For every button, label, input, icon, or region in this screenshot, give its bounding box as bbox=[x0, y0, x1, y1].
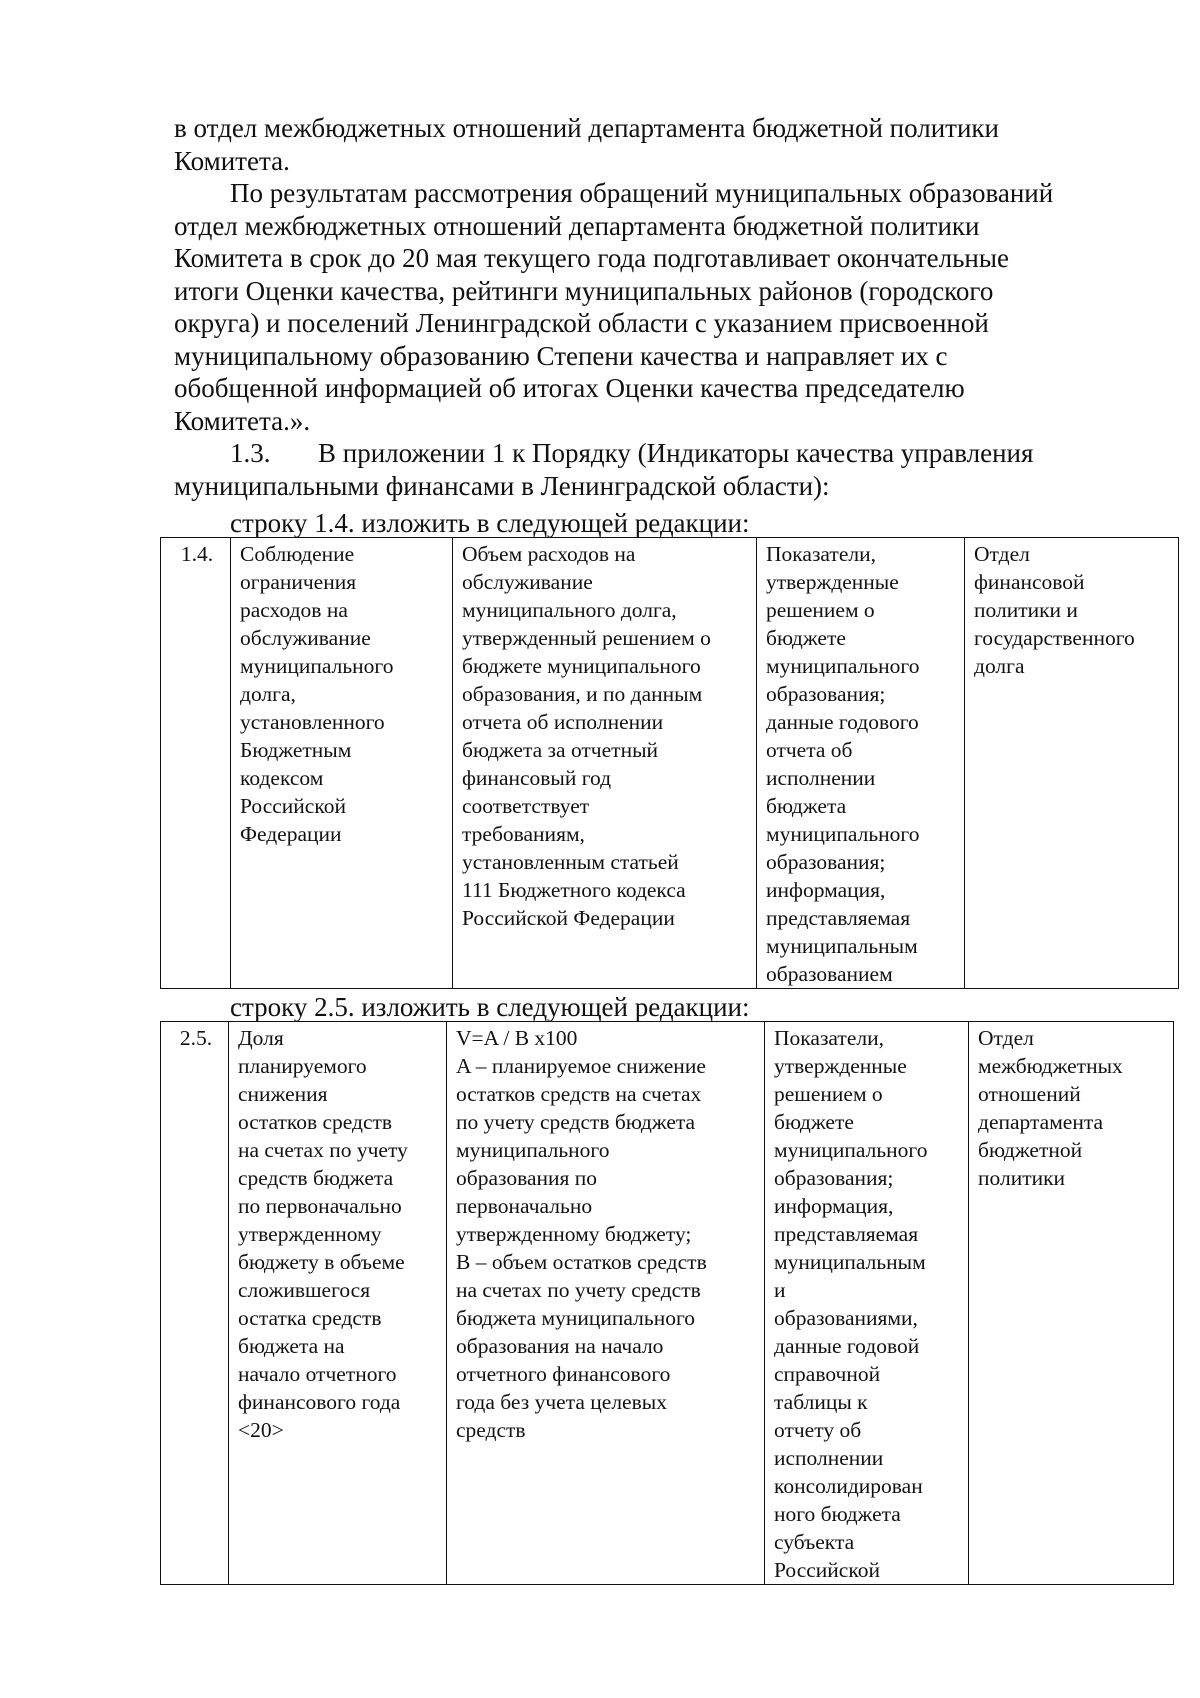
cell-text-line: утвержденные bbox=[774, 1054, 907, 1078]
cell-text-line: <20> bbox=[238, 1418, 284, 1442]
cell-formula bbox=[447, 1022, 765, 1585]
cell-text-line: бюджета за отчетный bbox=[462, 738, 659, 762]
paragraph-line: Комитета. bbox=[174, 145, 290, 176]
cell-text-line: отношений bbox=[978, 1082, 1081, 1106]
cell-text-line: Показатели, bbox=[766, 542, 876, 566]
cell-text-line: начало отчетного bbox=[238, 1362, 397, 1386]
paragraph-results bbox=[174, 177, 1132, 437]
cell-text-line: снижения bbox=[238, 1082, 328, 1106]
cell-text-line: представляемая bbox=[766, 906, 911, 930]
cell-text-line: финансовый год bbox=[462, 766, 612, 790]
cell-text-line: Российской bbox=[774, 1558, 880, 1582]
cell-text-line: Объем расходов на bbox=[462, 542, 636, 566]
cell-text-line: долга, bbox=[240, 682, 296, 706]
indicator-table-1-4 bbox=[160, 537, 1179, 989]
cell-text-line: муниципального bbox=[766, 654, 920, 678]
cell-text-line: бюджете bbox=[774, 1110, 854, 1134]
cell-text-line: установленного bbox=[240, 710, 385, 734]
cell-text-line: отчетного финансового bbox=[456, 1362, 671, 1386]
cell-text-line: образования; bbox=[766, 850, 886, 874]
paragraph-line: муниципальными финансами в Ленинградской области): bbox=[174, 470, 830, 501]
cell-text-line: Отдел bbox=[974, 542, 1030, 566]
row-number: 1.4. bbox=[180, 542, 214, 566]
cell-text-line: требованиям, bbox=[462, 822, 585, 846]
cell-text-line: бюджете муниципального bbox=[462, 654, 701, 678]
cell-text-line: муниципального bbox=[766, 822, 920, 846]
cell-text-line: бюджете bbox=[766, 626, 846, 650]
cell-text-line: Показатели, bbox=[774, 1026, 884, 1050]
cell-text-line: первоначально bbox=[456, 1194, 593, 1218]
cell-data-source bbox=[757, 538, 965, 989]
cell-text-line: средств bbox=[456, 1418, 526, 1442]
cell-number bbox=[161, 1022, 229, 1585]
cell-text-line: Бюджетным bbox=[240, 738, 352, 762]
paragraph-line: В приложении 1 к Порядку (Индикаторы качества управления bbox=[318, 438, 1034, 468]
cell-text-line: образования по bbox=[456, 1166, 598, 1190]
cell-text-line: утвержденный решением о bbox=[462, 626, 711, 650]
cell-text-line: по учету средств бюджета bbox=[456, 1110, 696, 1134]
cell-text-line: утвержденному bbox=[238, 1222, 382, 1246]
cell-text-line: муниципальным bbox=[766, 934, 918, 958]
cell-text-line: таблицы к bbox=[774, 1390, 868, 1414]
cell-text-line: остатков средств на счетах bbox=[456, 1082, 702, 1106]
cell-text-line: соответствует bbox=[462, 794, 590, 818]
cell-text-line: 111 Бюджетного кодекса bbox=[462, 878, 686, 902]
cell-text-line: образования, и по данным bbox=[462, 682, 703, 706]
cell-text-line: образования; bbox=[766, 682, 886, 706]
paragraph-line: округа) и поселений Ленинградской области с указанием присвоенной bbox=[174, 308, 989, 338]
cell-text-line: муниципального bbox=[774, 1138, 928, 1162]
cell-text-line: муниципальным bbox=[774, 1250, 926, 1274]
cell-text-line: решением о bbox=[774, 1082, 883, 1106]
cell-number bbox=[161, 538, 231, 989]
paragraph-number: 1.3. bbox=[230, 438, 271, 468]
cell-text-line: межбюджетных bbox=[978, 1054, 1123, 1078]
cell-text-line: утвержденному бюджету; bbox=[456, 1222, 692, 1246]
paragraph-line: обобщенной информацией об итогах Оценки качества председателю bbox=[174, 373, 965, 403]
cell-text-line: кодексом bbox=[240, 766, 324, 790]
cell-indicator-name bbox=[231, 538, 453, 989]
cell-text-line: установленным статьей bbox=[462, 850, 679, 874]
paragraph-line: отдел межбюджетных отношений департамента бюджетной политики bbox=[174, 210, 980, 241]
cell-indicator-name bbox=[229, 1022, 447, 1585]
cell-text-line: исполнении bbox=[774, 1446, 884, 1470]
cell-text-line: отчета об bbox=[766, 738, 853, 762]
cell-text-line: муниципального bbox=[456, 1138, 610, 1162]
cell-text-line: справочной bbox=[774, 1362, 881, 1386]
cell-text-line: Российской Федерации bbox=[462, 906, 675, 930]
cell-text-line: B – объем остатков средств bbox=[456, 1250, 707, 1274]
cell-text-line: долга bbox=[974, 654, 1025, 678]
cell-text-line: на счетах по учету средств bbox=[456, 1278, 701, 1302]
cell-text-line: утвержденные bbox=[766, 570, 899, 594]
paragraph-line: итоги Оценки качества, рейтинги муниципальных районов (городского bbox=[174, 275, 994, 306]
cell-text-line: расходов на bbox=[240, 598, 348, 622]
cell-text-line: финансовой bbox=[974, 570, 1085, 594]
cell-text-line: муниципального долга, bbox=[462, 598, 677, 622]
paragraph-line: муниципальному образованию Степени качества и направляет их с bbox=[174, 340, 948, 371]
cell-text-line: бюджета bbox=[766, 794, 847, 818]
cell-text-line: департамента bbox=[978, 1110, 1104, 1134]
cell-formula bbox=[453, 538, 757, 989]
cell-text-line: консолидирован bbox=[774, 1474, 923, 1498]
cell-text-line: муниципального bbox=[240, 654, 394, 678]
cell-text-line: образованиями, bbox=[774, 1306, 918, 1330]
cell-text-line: политики и bbox=[974, 598, 1078, 622]
caption-row-2-5: строку 2.5. изложить в следующей редакции: bbox=[230, 992, 750, 1022]
cell-text-line: остатков средств bbox=[238, 1110, 393, 1134]
cell-text-line: ограничения bbox=[240, 570, 357, 594]
cell-text-line: информация, bbox=[774, 1194, 894, 1218]
cell-text-line: образованием bbox=[766, 962, 893, 986]
cell-text-line: бюджета муниципального bbox=[456, 1306, 695, 1330]
cell-text-line: V=A / B x100 bbox=[456, 1026, 578, 1050]
cell-text-line: бюджета на bbox=[238, 1334, 345, 1358]
cell-text-line: отчета об исполнении bbox=[462, 710, 664, 734]
cell-text-line: политики bbox=[978, 1166, 1066, 1190]
cell-text-line: данные годового bbox=[766, 710, 919, 734]
cell-text-line: Отдел bbox=[978, 1026, 1034, 1050]
table-row bbox=[161, 1022, 1174, 1585]
cell-responsible bbox=[965, 538, 1179, 989]
cell-text-line: бюджету в объеме bbox=[238, 1250, 405, 1274]
cell-text-line: образования на начало bbox=[456, 1334, 664, 1358]
paragraph-intro bbox=[174, 112, 1132, 177]
cell-text-line: информация, bbox=[766, 878, 886, 902]
paragraph-line: По результатам рассмотрения обращений муниципальных образований bbox=[230, 178, 1054, 208]
cell-text-line: обслуживание bbox=[462, 570, 593, 594]
cell-text-line: остатка средств bbox=[238, 1306, 382, 1330]
cell-text-line: и bbox=[774, 1278, 786, 1302]
cell-text-line: Российской bbox=[240, 794, 346, 818]
paragraph-line: Комитета.». bbox=[174, 405, 311, 436]
cell-text-line: финансового года bbox=[238, 1390, 401, 1414]
cell-text-line: Доля bbox=[238, 1026, 284, 1050]
indicator-table-2-5 bbox=[160, 1021, 1174, 1585]
cell-text-line: года без учета целевых bbox=[456, 1390, 667, 1414]
cell-text-line: государственного bbox=[974, 626, 1135, 650]
cell-text-line: обслуживание bbox=[240, 626, 371, 650]
cell-text-line: ного бюджета bbox=[774, 1502, 901, 1526]
paragraph-item-1-3 bbox=[174, 437, 1132, 502]
cell-text-line: по первоначально bbox=[238, 1194, 402, 1218]
cell-text-line: на счетах по учету bbox=[238, 1138, 408, 1162]
cell-text-line: планируемого bbox=[238, 1054, 367, 1078]
cell-text-line: A – планируемое снижение bbox=[456, 1054, 706, 1078]
row-number: 2.5. bbox=[179, 1026, 213, 1050]
cell-text-line: Соблюдение bbox=[240, 542, 355, 566]
cell-responsible bbox=[969, 1022, 1174, 1585]
cell-text-line: образования; bbox=[774, 1166, 894, 1190]
cell-text-line: отчету об bbox=[774, 1418, 862, 1442]
cell-data-source bbox=[765, 1022, 969, 1585]
cell-text-line: Федерации bbox=[240, 822, 342, 846]
cell-text-line: субъекта bbox=[774, 1530, 855, 1554]
cell-text-line: решением о bbox=[766, 598, 875, 622]
paragraph-line: в отдел межбюджетных отношений департамента бюджетной политики bbox=[174, 113, 999, 143]
paragraph-line: Комитета в срок до 20 мая текущего года подготавливает окончательные bbox=[174, 243, 1010, 273]
cell-text-line: данные годовой bbox=[774, 1334, 920, 1358]
cell-text-line: сложившегося bbox=[238, 1278, 371, 1302]
caption-row-1-4: строку 1.4. изложить в следующей редакции: bbox=[230, 508, 750, 538]
cell-text-line: исполнении bbox=[766, 766, 876, 790]
cell-text-line: средств бюджета bbox=[238, 1166, 394, 1190]
body-text bbox=[174, 112, 1132, 502]
table-row bbox=[161, 538, 1179, 989]
cell-text-line: представляемая bbox=[774, 1222, 919, 1246]
cell-text-line: бюджетной bbox=[978, 1138, 1083, 1162]
